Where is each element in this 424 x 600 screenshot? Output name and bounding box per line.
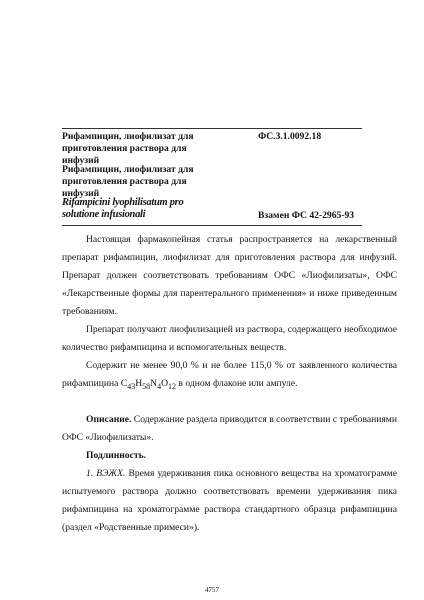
paragraph-description: Описание. Содержание раздела приводится в соответствии с требованиями ОФС «Лиофилизаты».	[62, 414, 397, 443]
page-number: 4757	[205, 586, 219, 594]
section-authenticity	[62, 447, 397, 465]
paragraph-content: Содержит не менее 90,0 % и не более 115,0 % от заявленного количества рифампицина $C_{43}H_{58}N_4O_{12}$ в одном флаконе или ампуле.	[62, 360, 397, 391]
fs-code: ФС.3.1.0092.18	[258, 131, 322, 142]
replaces-note: Взамен ФС 42-2965-93	[258, 210, 355, 221]
paragraph-production: Препарат получают лиофилизацией из раствора, содержащего необходимое количество рифампицина и вспомогательных веществ.	[62, 324, 397, 353]
monograph-title-2: Рифампицин, лиофилизат для приготовления раствора для инфузий	[62, 164, 194, 199]
paragraph-hplc: 1. ВЭЖХ. Время удерживания пика основного вещества на хроматограмме испытуемого раствора должно соответствовать времени удерживания пика рифампицина на хроматограмме раствора стандартного образца рифампицина (раздел «Родственные примеси»).	[62, 468, 398, 533]
authenticity-label: Подлинность.	[86, 450, 147, 461]
header-top-rule	[62, 128, 362, 129]
header-bottom-rule	[62, 225, 362, 226]
paragraph-scope: Настоящая фармакопейная статья распространяется на лекарственный препарат рифампицин, лиофилизат для приготовления раствора для инфузий. Препарат должен соответствовать требованиям ОФС «Лиофилизаты», ОФС «Лекарственные формы для парентерального применения» и ниже приведенным требованиям.	[62, 234, 397, 317]
latin-title: Rifampicini lyophilisatum pro solutione infusionali	[62, 197, 184, 220]
description-label: Описание.	[86, 414, 132, 425]
hplc-label: 1. ВЭЖХ.	[86, 468, 126, 479]
monograph-title-1: Рифампицин, лиофилизат для приготовления раствора для инфузий	[62, 131, 194, 166]
